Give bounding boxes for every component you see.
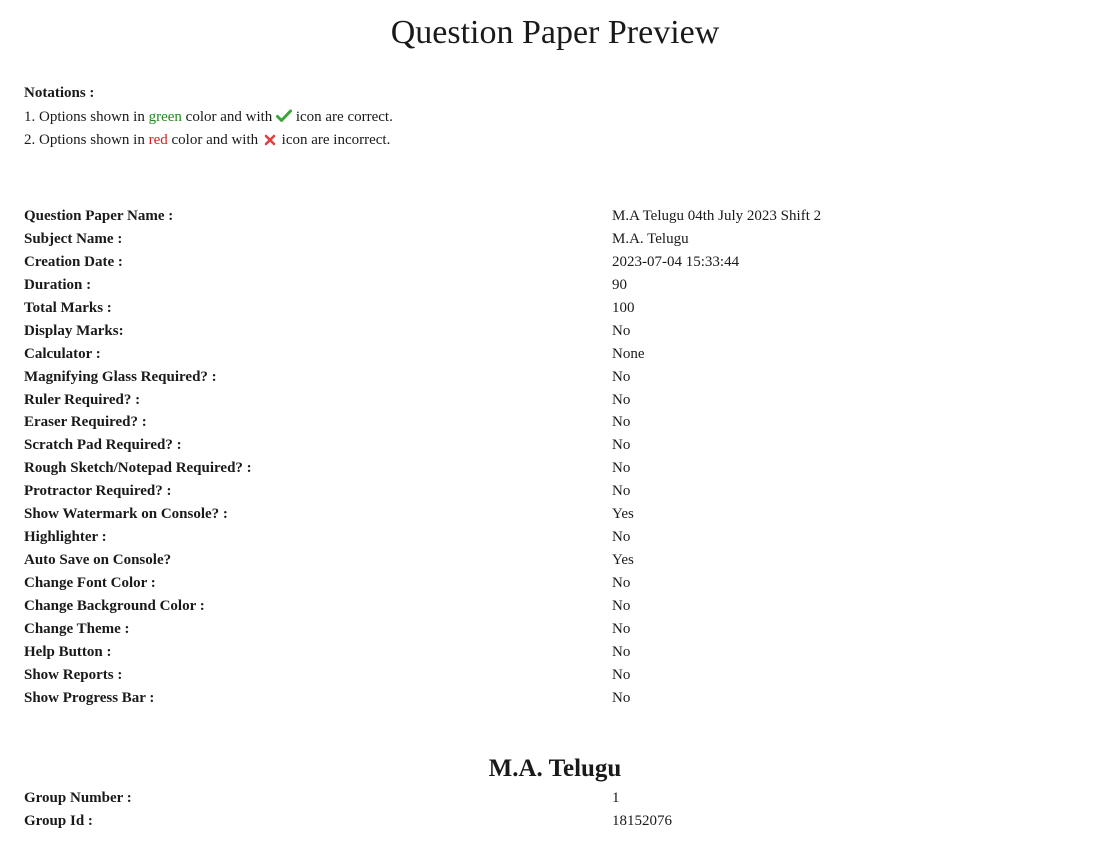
- detail-label: Help Button :: [24, 643, 112, 660]
- detail-value: 100: [612, 299, 635, 316]
- paper-details-table: [24, 205, 1084, 710]
- detail-value: None: [612, 345, 645, 362]
- detail-value: No: [612, 620, 631, 637]
- detail-label: Magnifying Glass Required? :: [24, 368, 217, 385]
- detail-label: Total Marks :: [24, 299, 112, 316]
- detail-value: No: [612, 575, 631, 591]
- detail-label: Change Background Color :: [24, 597, 205, 614]
- detail-value: No: [612, 643, 631, 660]
- detail-row-show-progress-bar: [24, 687, 1084, 710]
- detail-value: Yes: [612, 506, 634, 523]
- detail-value: 90: [612, 276, 627, 293]
- detail-label: Highlighter :: [24, 529, 107, 546]
- detail-value: No: [612, 689, 631, 706]
- detail-value: M.A. Telugu: [612, 230, 689, 247]
- section-title: M.A. Telugu: [488, 755, 622, 782]
- section-details-table: [24, 787, 1084, 833]
- detail-label: Display Marks:: [24, 322, 124, 339]
- detail-row-duration: [24, 274, 1084, 297]
- detail-label: Scratch Pad Required? :: [24, 437, 182, 454]
- detail-label: Rough Sketch/Notepad Required? :: [24, 460, 252, 477]
- detail-label: Show Watermark on Console? :: [24, 506, 228, 523]
- detail-row-rough-sketch: [24, 457, 1084, 480]
- detail-value: No: [612, 483, 631, 500]
- detail-label: Change Theme :: [24, 620, 130, 637]
- detail-row-eraser: [24, 411, 1084, 434]
- cross-icon: [262, 131, 278, 154]
- detail-label: Subject Name :: [24, 230, 123, 247]
- notation-incorrect-prefix: 2. Options shown in: [24, 132, 145, 148]
- detail-value: M.A Telugu 04th July 2023 Shift 2: [612, 208, 822, 224]
- notation-correct-middle: color and with: [185, 109, 273, 125]
- detail-value: No: [612, 597, 631, 614]
- notation-correct-suffix: icon are correct.: [295, 109, 393, 125]
- detail-row-change-font-color: [24, 572, 1084, 595]
- detail-label: Protractor Required? :: [24, 483, 172, 500]
- detail-value: No: [612, 529, 631, 546]
- notation-correct-prefix: 1. Options shown in: [24, 109, 145, 125]
- detail-label: Change Font Color :: [24, 575, 156, 591]
- detail-label: Creation Date :: [24, 253, 123, 270]
- detail-label: Ruler Required? :: [24, 391, 141, 408]
- notation-incorrect-suffix: icon are incorrect.: [281, 132, 391, 148]
- detail-label: Group Number :: [24, 790, 132, 806]
- detail-row-ruler: [24, 389, 1084, 412]
- detail-row-magnifying-glass: [24, 366, 1084, 389]
- detail-value: 18152076: [612, 812, 672, 829]
- detail-value: No: [612, 666, 631, 683]
- detail-row-total-marks: [24, 297, 1084, 320]
- detail-value: 1: [612, 790, 620, 806]
- detail-value: No: [612, 460, 631, 477]
- detail-row-display-marks: [24, 320, 1084, 343]
- detail-row-group-id: [24, 810, 1084, 833]
- detail-label: Duration :: [24, 276, 92, 293]
- detail-row-question-paper-name: [24, 205, 1084, 228]
- detail-label: Show Progress Bar :: [24, 689, 155, 706]
- detail-value: No: [612, 368, 631, 385]
- notations-heading: Notations :: [24, 85, 95, 101]
- detail-label: Question Paper Name :: [24, 208, 174, 224]
- detail-row-scratch-pad: [24, 434, 1084, 457]
- detail-value: Yes: [612, 552, 634, 569]
- detail-row-highlighter: [24, 526, 1084, 549]
- detail-row-show-reports: [24, 664, 1084, 687]
- detail-label: Calculator :: [24, 345, 101, 362]
- detail-row-show-watermark: [24, 503, 1084, 526]
- notation-incorrect-line: [24, 129, 393, 152]
- notation-green-word: green: [148, 109, 182, 125]
- detail-label: Eraser Required? :: [24, 414, 147, 431]
- detail-row-subject-name: [24, 228, 1084, 251]
- detail-row-change-background-color: [24, 595, 1084, 618]
- detail-value: No: [612, 414, 631, 431]
- detail-row-group-number: [24, 787, 1084, 810]
- detail-row-calculator: [24, 343, 1084, 366]
- check-icon: [276, 108, 292, 131]
- detail-value: 2023-07-04 15:33:44: [612, 253, 740, 270]
- notation-incorrect-middle: color and with: [171, 132, 259, 148]
- notation-red-word: red: [148, 132, 168, 148]
- detail-label: Auto Save on Console?: [24, 552, 172, 569]
- page-title: Question Paper Preview: [390, 14, 720, 51]
- detail-row-creation-date: [24, 251, 1084, 274]
- detail-label: Show Reports :: [24, 666, 123, 683]
- detail-value: No: [612, 391, 631, 408]
- detail-value: No: [612, 437, 631, 454]
- detail-row-auto-save: [24, 549, 1084, 572]
- detail-row-change-theme: [24, 618, 1084, 641]
- detail-row-protractor: [24, 480, 1084, 503]
- notation-correct-line: [24, 106, 393, 129]
- detail-label: Group Id :: [24, 812, 93, 829]
- detail-row-help-button: [24, 641, 1084, 664]
- notations-legend: [24, 83, 393, 152]
- detail-value: No: [612, 322, 631, 339]
